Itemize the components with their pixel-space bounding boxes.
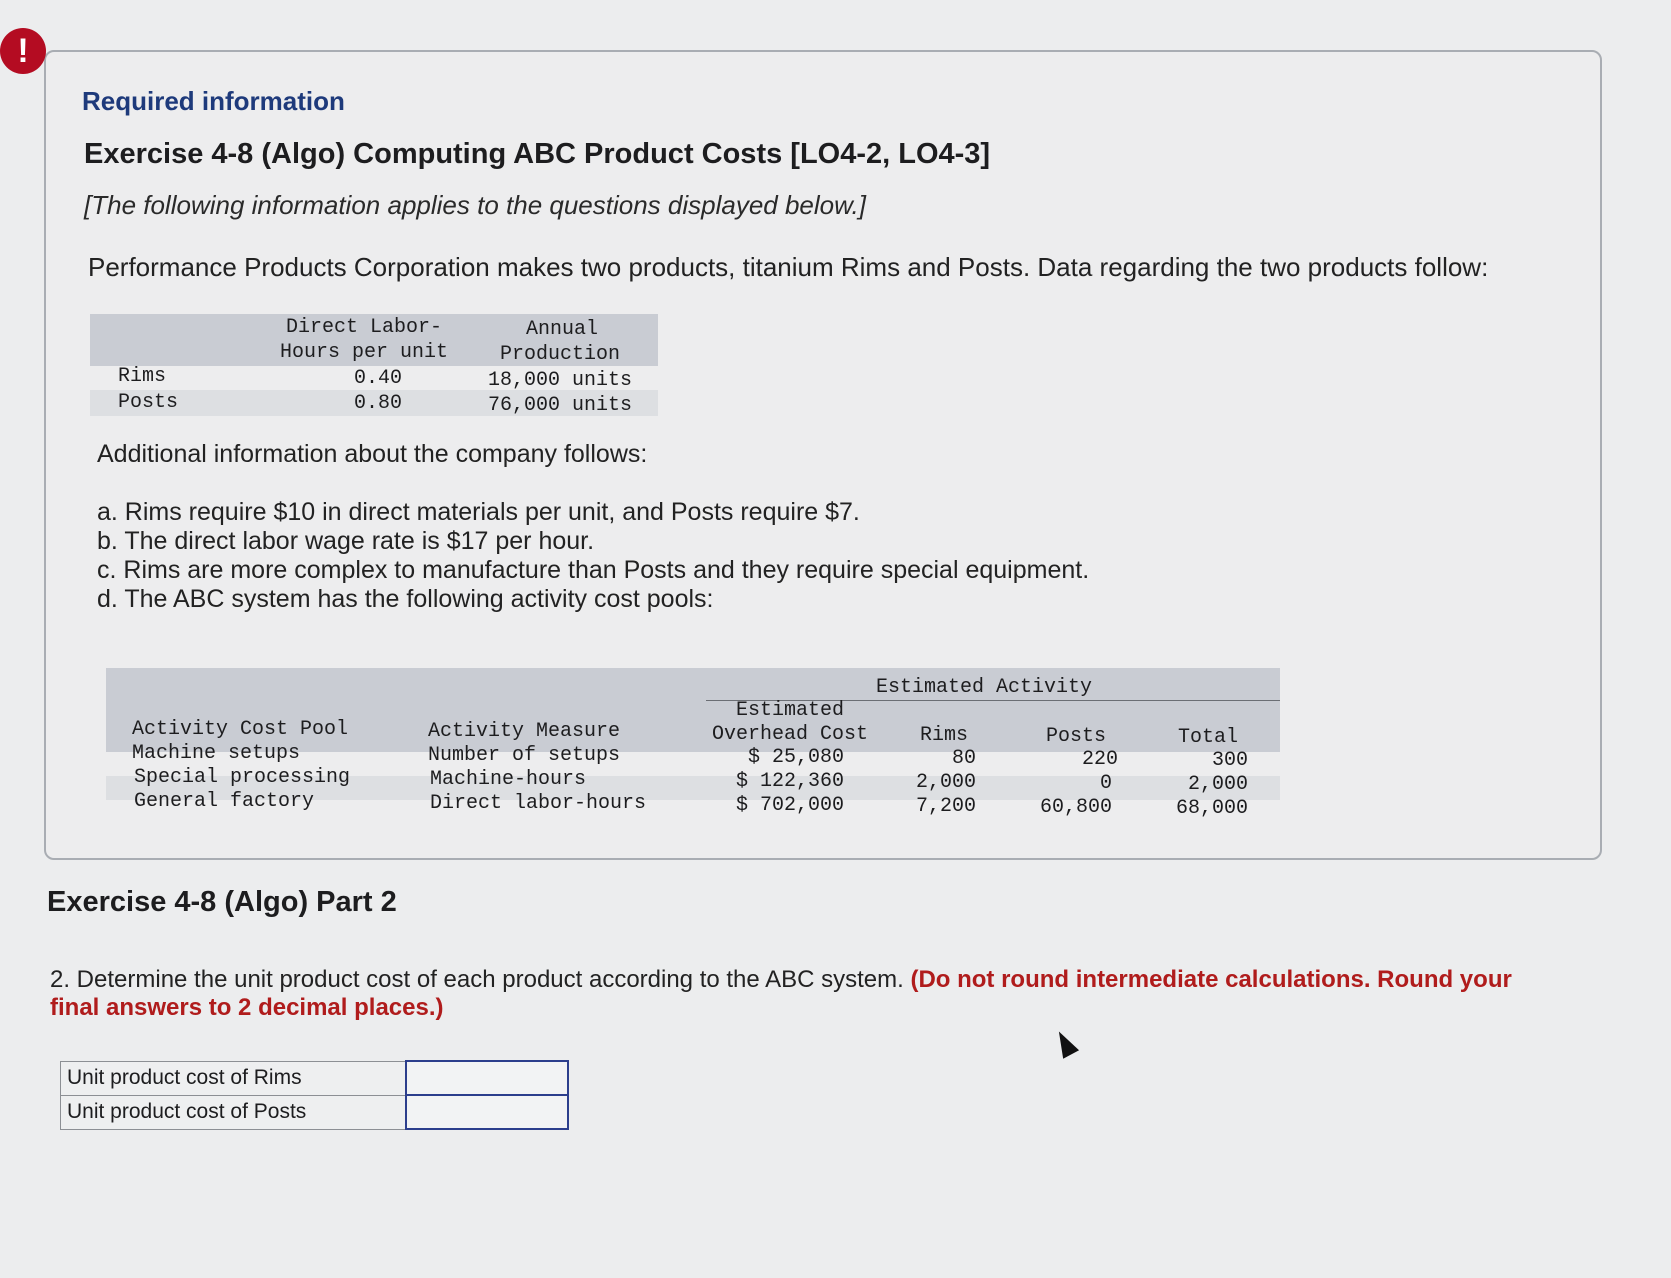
answer-label-posts: Unit product cost of Posts [61, 1095, 407, 1129]
cell-total: 300 [1212, 749, 1249, 772]
list-item: a. Rims require $10 in direct materials per unit, and Posts require $7. [97, 498, 860, 526]
mouse-cursor-icon [1051, 1027, 1079, 1058]
rims-unit-cost-input[interactable] [407, 1063, 567, 1093]
cell-measure: Number of setups [428, 744, 621, 767]
header-ap-line2: Production [500, 343, 621, 366]
list-item: c. Rims are more complex to manufacture than Posts and they require special equipment. [97, 556, 1090, 584]
header-cost-line1: Estimated [736, 699, 845, 722]
table-row [61, 1061, 569, 1095]
cell-pool: General factory [134, 790, 315, 813]
cell-posts: 0 [1100, 772, 1113, 795]
cell-measure: Direct labor-hours [430, 792, 647, 815]
answer-cell-posts[interactable] [406, 1095, 568, 1129]
header-ap-line1: Annual [526, 318, 599, 341]
cell-cost: $ 702,000 [736, 794, 845, 817]
row-production: 18,000 units [488, 369, 633, 392]
part-title: Exercise 4-8 (Algo) Part 2 [47, 886, 397, 918]
info-list [97, 498, 1089, 614]
question [50, 966, 1530, 1022]
cell-rims: 7,200 [916, 795, 977, 818]
cell-rims: 2,000 [916, 771, 977, 794]
header-rims: Rims [920, 724, 969, 747]
cell-posts: 60,800 [1040, 796, 1113, 819]
header-posts: Posts [1046, 725, 1107, 748]
question-instruction: (Do not round intermediate calculations. Round your final answers to 2 decimal places.) [50, 966, 1512, 1021]
activity-table [106, 668, 1280, 824]
answer-label-rims: Unit product cost of Rims [61, 1061, 407, 1095]
list-item: d. The ABC system has the following activity cost pools: [97, 585, 714, 613]
row-dlh: 0.80 [354, 392, 403, 415]
cell-total: 2,000 [1188, 773, 1249, 796]
header-dl-line1: Direct Labor- [286, 316, 443, 339]
cell-measure: Machine-hours [430, 768, 587, 791]
cell-total: 68,000 [1176, 797, 1249, 820]
header-measure: Activity Measure [428, 720, 621, 743]
table-row [61, 1095, 569, 1129]
cell-pool: Special processing [134, 766, 351, 789]
row-production: 76,000 units [488, 394, 633, 417]
cell-cost: $ 25,080 [748, 746, 845, 769]
header-total: Total [1178, 726, 1239, 749]
answer-table [60, 1060, 569, 1130]
intro-text: Performance Products Corporation makes two products, titanium Rims and Posts. Data regarding the two products follow: [88, 252, 1489, 282]
row-name: Posts [118, 391, 179, 414]
cell-pool: Machine setups [132, 742, 301, 765]
applies-note: [The following information applies to the questions displayed below.] [84, 190, 866, 220]
header-cost-line2: Overhead Cost [712, 723, 869, 746]
product-table [90, 314, 658, 416]
list-item: b. The direct labor wage rate is $17 per hour. [97, 527, 595, 555]
row-name: Rims [118, 365, 167, 388]
question-text: 2. Determine the unit product cost of each product according to the ABC system. [50, 966, 904, 993]
answer-cell-rims[interactable] [406, 1061, 568, 1095]
header-pool: Activity Cost Pool [132, 718, 349, 741]
cell-cost: $ 122,360 [736, 770, 845, 793]
header-dl-line2: Hours per unit [280, 341, 449, 364]
posts-unit-cost-input[interactable] [407, 1097, 567, 1127]
additional-info-heading: Additional information about the company follows: [97, 440, 648, 468]
cell-rims: 80 [952, 747, 977, 770]
exercise-title: Exercise 4-8 (Algo) Computing ABC Product Costs [LO4-2, LO4-3] [84, 138, 991, 170]
cell-posts: 220 [1082, 748, 1119, 771]
group-header: Estimated Activity [876, 676, 1093, 699]
row-dlh: 0.40 [354, 367, 403, 390]
alert-icon: ! [0, 28, 46, 74]
required-info-heading: Required information [82, 86, 345, 116]
